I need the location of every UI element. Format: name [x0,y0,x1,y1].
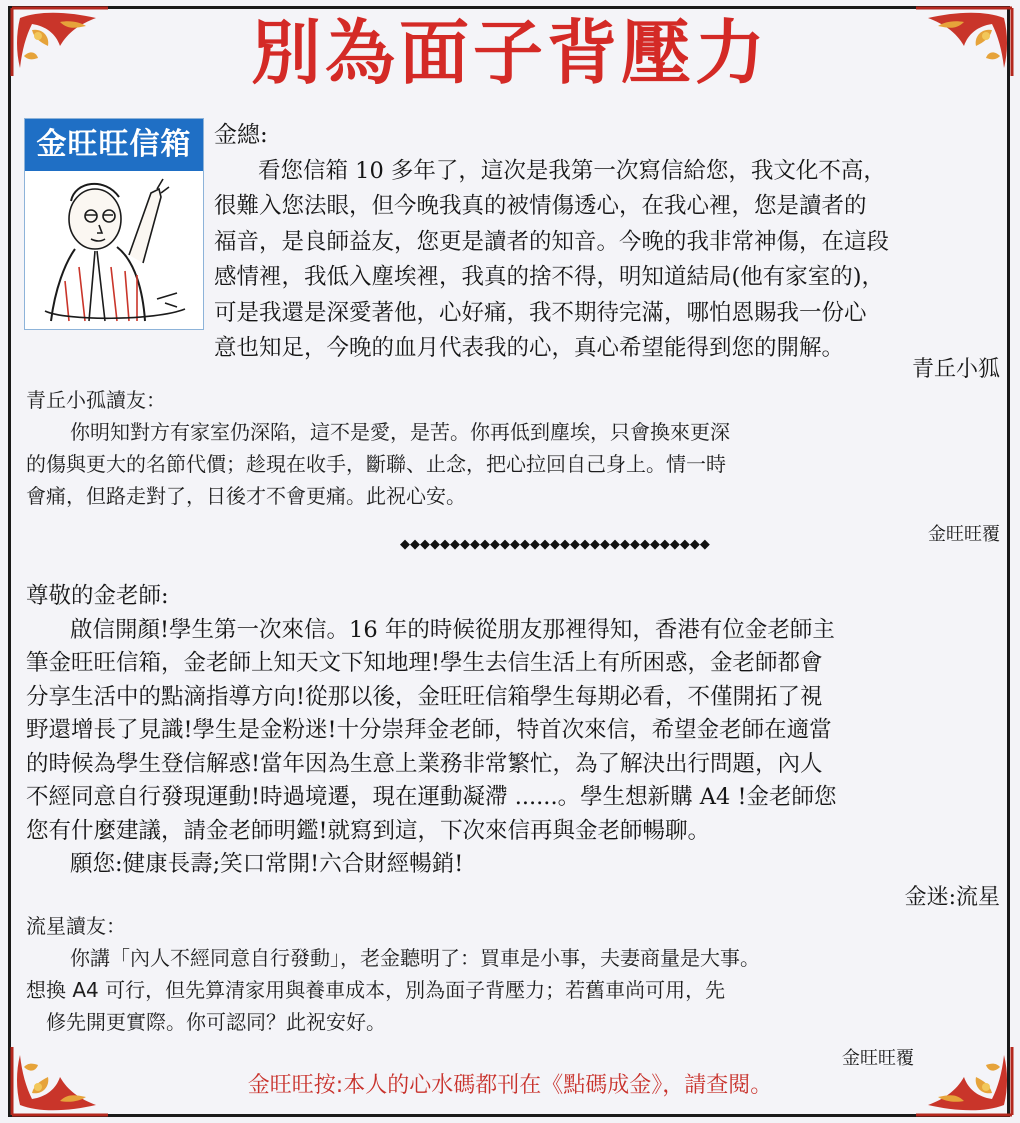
reply-1 [26,384,996,512]
letter-1-line: 意也知足，今晚的血月代表我的心，真心希望能得到您的開解。 [214,335,845,361]
letter-2-line: 的時候為學生登信解惑!當年因為生意上業務非常繁忙，為了解決出行問題，內人 [26,750,823,777]
letter-1 [214,118,1004,367]
reply-2-salutation: 流星讀友： [26,914,126,938]
letter-1-line: 可是我還是深愛著他，心好痛，我不期待完滿，哪怕恩賜我一份心 [214,299,867,326]
letter-2-signature: 金迷:流星 [904,885,1000,910]
letter-1-line: 感情裡，我低入塵埃裡，我真的捨不得，明知道結局(他有家室的)， [214,264,885,290]
letter-1-signature: 青丘小狐 [911,357,1000,382]
letter-2-line: 願您:健康長壽;笑口常開!六合財經暢銷! [70,851,464,877]
reply-1-signature: 金旺旺覆 [928,524,1000,545]
letter-2 [26,580,1001,882]
page-title: 別為面子背壓力 [251,12,769,94]
letter-2-salutation: 尊敬的金老師: [26,583,169,609]
letter-1-line: 看您信箱 10 多年了，這次是我第一次寫信給您，我文化不高， [258,157,886,184]
reply-2-line: 想換 A4 可行，但先算清家用與養車成本，別為面子背壓力；若舊車尚可用，先 [26,978,726,1002]
letter-2-line: 您有什麼建議，請金老師明鑑!就寫到這，下次來信再與金老師暢聊。 [26,817,711,844]
letter-2-line: 分享生活中的點滴指導方向!從那以後，金旺旺信箱學生每期必看，不僅開拓了視 [26,683,823,710]
letter-2-line: 筆金旺旺信箱，金老師上知天文下知地理!學生去信生活上有所困惑，金老師都會 [26,650,823,676]
letter-2-line: 不經同意自行發現運動!時過境遷，現在運動凝滯 ......。學生想新購 A4 !金老師您 [26,784,837,810]
footer-note: 金旺旺按:本人的心水碼都刊在《點碼成金》，請查閱。 [247,1073,773,1098]
section-divider: ◆◆◆◆◆◆◆◆◆◆◆◆◆◆◆◆◆◆◆◆◆◆◆◆◆◆◆◆◆◆◆ [400,537,710,552]
reply-1-line: 會痛，但路走對了，日後才不會更痛。此祝心安。 [26,484,466,508]
reply-2-line: 修先開更實際。你可認同？此祝安好。 [46,1010,386,1034]
reply-1-line: 你明知對方有家室仍深陷，這不是愛，是苦。你再低到塵埃，只會換來更深 [70,420,730,444]
column-logo-box [24,118,204,330]
letter-1-line: 福音，是良師益友，您更是讀者的知音。今晚的我非常神傷，在這段 [214,228,890,255]
reply-1-salutation: 青丘小孤讀友： [26,388,166,412]
column-name: 金旺旺信箱 [25,119,203,171]
reply-1-line: 的傷與更大的名節代價；趁現在收手，斷聯、止念，把心拉回自己身上。情一時 [26,452,726,476]
reply-2-signature: 金旺旺覆 [842,1048,914,1069]
reply-2-line: 你講「內人不經同意自行發動」，老金聽明了：買車是小事，夫妻商量是大事。 [70,946,760,970]
teacher-illustration [25,171,203,329]
reply-2 [26,910,996,1038]
letter-1-line: 很難入您法眼，但今晚我真的被情傷透心，在我心裡，您是讀者的 [214,193,867,219]
letter-1-salutation: 金總: [214,122,268,148]
letter-2-line: 野還增長了見識!學生是金粉迷!十分崇拜金老師，特首次來信，希望金老師在適當 [26,717,832,743]
letter-2-line: 啟信開顏!學生第一次來信。16 年的時候從朋友那裡得知，香港有位金老師主 [70,616,835,643]
